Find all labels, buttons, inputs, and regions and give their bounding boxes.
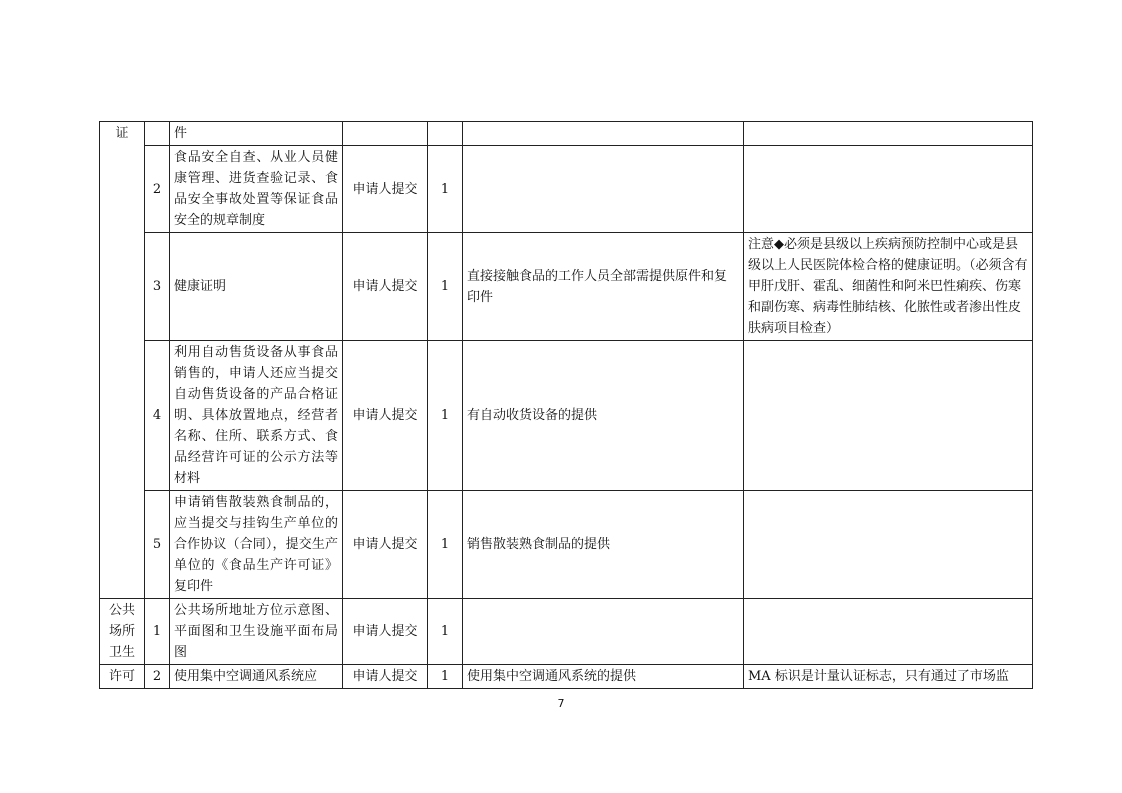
item-number: 2 — [145, 146, 170, 233]
page-number: 7 — [557, 697, 565, 710]
item-requirement: 直接接触食品的工作人员全部需提供原件和复印件 — [463, 233, 744, 341]
item-source: 申请人提交 — [343, 341, 428, 491]
item-requirement — [463, 146, 744, 233]
materials-table — [99, 121, 1033, 689]
table-row — [100, 233, 1033, 341]
table-row — [100, 122, 1033, 146]
item-name: 申请销售散装熟食制品的，应当提交与挂钩生产单位的合作协议（合同），提交生产单位的《食品生产许可证》复印件 — [170, 491, 343, 599]
item-count: 1 — [428, 146, 463, 233]
item-requirement: 使用集中空调通风系统的提供 — [463, 665, 744, 689]
item-note — [744, 599, 1033, 665]
item-requirement — [463, 122, 744, 146]
category-cell: 许可 — [100, 665, 145, 689]
item-name: 件 — [170, 122, 343, 146]
item-requirement: 销售散装熟食制品的提供 — [463, 491, 744, 599]
item-note: 注意◆必须是县级以上疾病预防控制中心或是县级以上人民医院体检合格的健康证明。（必须含有甲肝戊肝、霍乱、细菌性和阿米巴性痢疾、伤寒和副伤寒、病毒性肺结核、化脓性或者渗出性皮肤病项目检查） — [744, 233, 1033, 341]
item-number: 3 — [145, 233, 170, 341]
table-row — [100, 491, 1033, 599]
item-name: 使用集中空调通风系统应 — [170, 665, 343, 689]
item-source: 申请人提交 — [343, 491, 428, 599]
item-number: 5 — [145, 491, 170, 599]
table-row — [100, 665, 1033, 689]
item-note — [744, 122, 1033, 146]
table-row — [100, 341, 1033, 491]
item-requirement — [463, 599, 744, 665]
item-count: 1 — [428, 665, 463, 689]
item-number: 4 — [145, 341, 170, 491]
item-count: 1 — [428, 233, 463, 341]
item-count: 1 — [428, 341, 463, 491]
item-name: 食品安全自查、从业人员健康管理、进货查验记录、食品安全事故处置等保证食品安全的规章制度 — [170, 146, 343, 233]
category-cell: 公共场所卫生 — [100, 599, 145, 665]
item-note — [744, 341, 1033, 491]
table-row — [100, 599, 1033, 665]
item-note — [744, 146, 1033, 233]
category-cell: 证 — [100, 122, 145, 599]
item-note: MA 标识是计量认证标志，只有通过了市场监 — [744, 665, 1033, 689]
item-requirement: 有自动收货设备的提供 — [463, 341, 744, 491]
item-note — [744, 491, 1033, 599]
item-name: 利用自动售货设备从事食品销售的，申请人还应当提交自动售货设备的产品合格证明、具体放置地点，经营者名称、住所、联系方式、食品经营许可证的公示方法等材料 — [170, 341, 343, 491]
item-source: 申请人提交 — [343, 146, 428, 233]
item-source: 申请人提交 — [343, 233, 428, 341]
item-count — [428, 122, 463, 146]
item-count: 1 — [428, 599, 463, 665]
item-number — [145, 122, 170, 146]
item-source: 申请人提交 — [343, 665, 428, 689]
item-name: 健康证明 — [170, 233, 343, 341]
item-name: 公共场所地址方位示意图、平面图和卫生设施平面布局图 — [170, 599, 343, 665]
item-source: 申请人提交 — [343, 599, 428, 665]
table-row — [100, 146, 1033, 233]
item-number: 2 — [145, 665, 170, 689]
item-source — [343, 122, 428, 146]
item-count: 1 — [428, 491, 463, 599]
item-number: 1 — [145, 599, 170, 665]
